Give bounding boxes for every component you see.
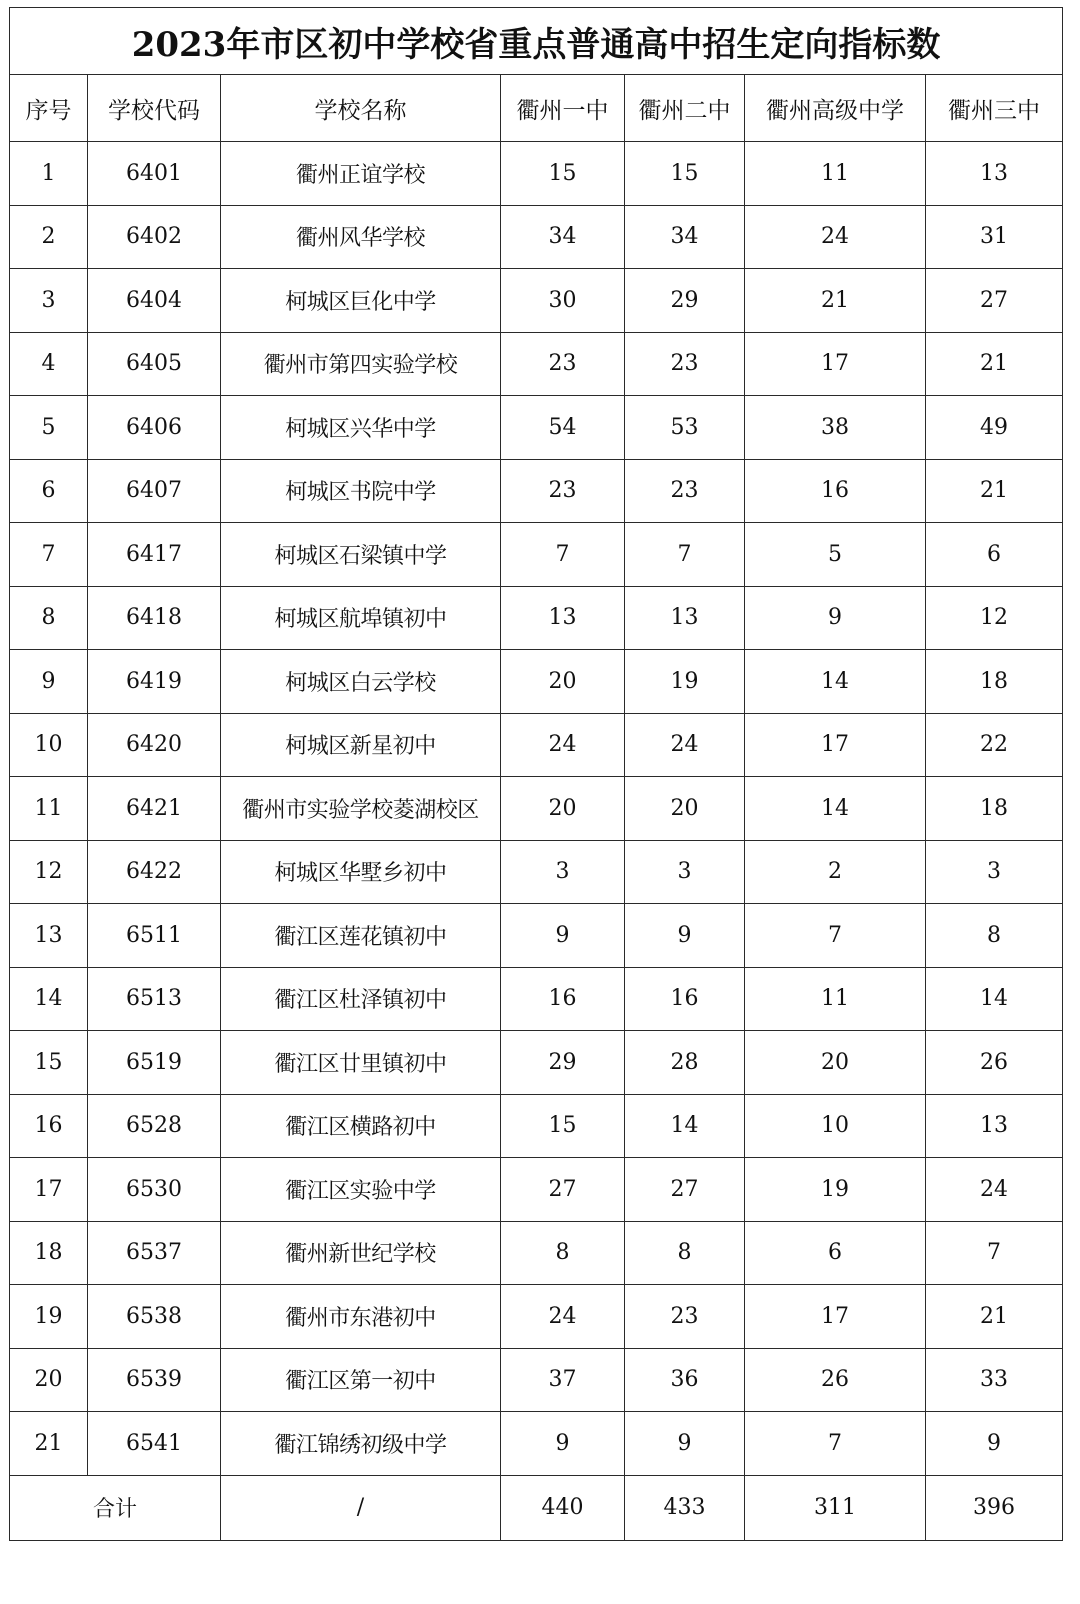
cell-seq: 6 bbox=[10, 459, 88, 523]
cell-quzhou-no2: 15 bbox=[625, 142, 745, 206]
cell-quzhou-senior: 14 bbox=[745, 650, 926, 714]
table-title: 2023年市区初中学校省重点普通高中招生定向指标数 bbox=[10, 8, 1063, 75]
total-label: 合计 bbox=[10, 1475, 221, 1540]
cell-school-code: 6402 bbox=[88, 205, 221, 269]
cell-seq: 17 bbox=[10, 1158, 88, 1222]
header-row bbox=[10, 75, 1063, 142]
table-row bbox=[10, 586, 1063, 650]
cell-quzhou-no3: 13 bbox=[926, 1094, 1063, 1158]
cell-school-code: 6519 bbox=[88, 1031, 221, 1095]
cell-quzhou-no1: 9 bbox=[501, 1412, 625, 1476]
cell-quzhou-no2: 36 bbox=[625, 1348, 745, 1412]
cell-school-code: 6513 bbox=[88, 967, 221, 1031]
cell-seq: 1 bbox=[10, 142, 88, 206]
cell-seq: 19 bbox=[10, 1285, 88, 1349]
cell-quzhou-no1: 29 bbox=[501, 1031, 625, 1095]
header-quzhou-no2: 衢州二中 bbox=[625, 75, 745, 142]
cell-quzhou-no3: 21 bbox=[926, 1285, 1063, 1349]
cell-seq: 7 bbox=[10, 523, 88, 587]
cell-seq: 13 bbox=[10, 904, 88, 968]
cell-quzhou-senior: 17 bbox=[745, 713, 926, 777]
cell-quzhou-senior: 16 bbox=[745, 459, 926, 523]
cell-school-code: 6537 bbox=[88, 1221, 221, 1285]
cell-school-name: 衢江区莲花镇初中 bbox=[221, 904, 501, 968]
header-school-name: 学校名称 bbox=[221, 75, 501, 142]
cell-seq: 14 bbox=[10, 967, 88, 1031]
cell-quzhou-no1: 20 bbox=[501, 777, 625, 841]
cell-quzhou-no2: 9 bbox=[625, 1412, 745, 1476]
total-quzhou-no1: 440 bbox=[501, 1475, 625, 1540]
cell-quzhou-senior: 7 bbox=[745, 904, 926, 968]
total-quzhou-senior: 311 bbox=[745, 1475, 926, 1540]
cell-school-code: 6417 bbox=[88, 523, 221, 587]
cell-seq: 15 bbox=[10, 1031, 88, 1095]
cell-school-name: 柯城区书院中学 bbox=[221, 459, 501, 523]
cell-school-name: 衢州市东港初中 bbox=[221, 1285, 501, 1349]
cell-quzhou-senior: 14 bbox=[745, 777, 926, 841]
cell-quzhou-no1: 16 bbox=[501, 967, 625, 1031]
cell-quzhou-no1: 23 bbox=[501, 459, 625, 523]
cell-school-code: 6541 bbox=[88, 1412, 221, 1476]
cell-seq: 12 bbox=[10, 840, 88, 904]
cell-school-code: 6401 bbox=[88, 142, 221, 206]
cell-school-name: 柯城区白云学校 bbox=[221, 650, 501, 714]
cell-school-code: 6511 bbox=[88, 904, 221, 968]
cell-quzhou-no2: 23 bbox=[625, 332, 745, 396]
cell-quzhou-no3: 26 bbox=[926, 1031, 1063, 1095]
cell-school-code: 6538 bbox=[88, 1285, 221, 1349]
cell-quzhou-no2: 16 bbox=[625, 967, 745, 1031]
table-row bbox=[10, 1412, 1063, 1476]
cell-school-name: 柯城区新星初中 bbox=[221, 713, 501, 777]
cell-seq: 11 bbox=[10, 777, 88, 841]
header-quzhou-no1: 衢州一中 bbox=[501, 75, 625, 142]
cell-school-name: 衢州新世纪学校 bbox=[221, 1221, 501, 1285]
cell-quzhou-no3: 33 bbox=[926, 1348, 1063, 1412]
table-row bbox=[10, 1158, 1063, 1222]
cell-school-code: 6422 bbox=[88, 840, 221, 904]
total-quzhou-no3: 396 bbox=[926, 1475, 1063, 1540]
cell-quzhou-no1: 34 bbox=[501, 205, 625, 269]
cell-school-code: 6530 bbox=[88, 1158, 221, 1222]
table-row bbox=[10, 523, 1063, 587]
header-quzhou-senior: 衢州高级中学 bbox=[745, 75, 926, 142]
cell-school-code: 6406 bbox=[88, 396, 221, 460]
cell-quzhou-no2: 20 bbox=[625, 777, 745, 841]
cell-school-name: 衢江区横路初中 bbox=[221, 1094, 501, 1158]
cell-quzhou-senior: 26 bbox=[745, 1348, 926, 1412]
cell-school-code: 6528 bbox=[88, 1094, 221, 1158]
cell-quzhou-no2: 28 bbox=[625, 1031, 745, 1095]
cell-school-name: 衢江区杜泽镇初中 bbox=[221, 967, 501, 1031]
cell-quzhou-no1: 37 bbox=[501, 1348, 625, 1412]
cell-quzhou-no2: 9 bbox=[625, 904, 745, 968]
cell-quzhou-no2: 23 bbox=[625, 1285, 745, 1349]
cell-school-name: 柯城区航埠镇初中 bbox=[221, 586, 501, 650]
table-row bbox=[10, 967, 1063, 1031]
cell-quzhou-no2: 34 bbox=[625, 205, 745, 269]
cell-quzhou-no3: 18 bbox=[926, 777, 1063, 841]
cell-quzhou-senior: 21 bbox=[745, 269, 926, 333]
cell-quzhou-no1: 3 bbox=[501, 840, 625, 904]
cell-quzhou-no2: 8 bbox=[625, 1221, 745, 1285]
cell-school-code: 6420 bbox=[88, 713, 221, 777]
cell-school-name: 衢州正谊学校 bbox=[221, 142, 501, 206]
total-row bbox=[10, 1475, 1063, 1540]
table-row bbox=[10, 332, 1063, 396]
cell-quzhou-senior: 17 bbox=[745, 1285, 926, 1349]
cell-school-name: 衢江区实验中学 bbox=[221, 1158, 501, 1222]
cell-quzhou-senior: 19 bbox=[745, 1158, 926, 1222]
cell-quzhou-no1: 24 bbox=[501, 1285, 625, 1349]
cell-seq: 4 bbox=[10, 332, 88, 396]
cell-quzhou-senior: 17 bbox=[745, 332, 926, 396]
table-row bbox=[10, 1031, 1063, 1095]
cell-quzhou-senior: 10 bbox=[745, 1094, 926, 1158]
cell-quzhou-no3: 22 bbox=[926, 713, 1063, 777]
table-row bbox=[10, 1348, 1063, 1412]
cell-school-name: 衢江锦绣初级中学 bbox=[221, 1412, 501, 1476]
cell-seq: 16 bbox=[10, 1094, 88, 1158]
cell-school-name: 衢江区第一初中 bbox=[221, 1348, 501, 1412]
cell-quzhou-no1: 54 bbox=[501, 396, 625, 460]
cell-quzhou-no3: 21 bbox=[926, 459, 1063, 523]
cell-quzhou-no2: 24 bbox=[625, 713, 745, 777]
table-row bbox=[10, 1094, 1063, 1158]
header-seq: 序号 bbox=[10, 75, 88, 142]
cell-quzhou-senior: 11 bbox=[745, 142, 926, 206]
cell-quzhou-no2: 13 bbox=[625, 586, 745, 650]
cell-quzhou-senior: 20 bbox=[745, 1031, 926, 1095]
total-quzhou-no2: 433 bbox=[625, 1475, 745, 1540]
cell-quzhou-no2: 14 bbox=[625, 1094, 745, 1158]
table-row bbox=[10, 713, 1063, 777]
cell-quzhou-senior: 6 bbox=[745, 1221, 926, 1285]
cell-school-name: 衢江区廿里镇初中 bbox=[221, 1031, 501, 1095]
cell-seq: 3 bbox=[10, 269, 88, 333]
table-row bbox=[10, 205, 1063, 269]
cell-school-code: 6407 bbox=[88, 459, 221, 523]
cell-school-code: 6419 bbox=[88, 650, 221, 714]
cell-quzhou-no1: 13 bbox=[501, 586, 625, 650]
cell-quzhou-no1: 7 bbox=[501, 523, 625, 587]
cell-quzhou-no3: 7 bbox=[926, 1221, 1063, 1285]
cell-school-name: 衢州风华学校 bbox=[221, 205, 501, 269]
cell-quzhou-no3: 9 bbox=[926, 1412, 1063, 1476]
cell-quzhou-no1: 27 bbox=[501, 1158, 625, 1222]
cell-quzhou-no1: 23 bbox=[501, 332, 625, 396]
cell-quzhou-no3: 21 bbox=[926, 332, 1063, 396]
quota-table bbox=[9, 7, 1063, 1541]
cell-quzhou-senior: 5 bbox=[745, 523, 926, 587]
cell-quzhou-no2: 3 bbox=[625, 840, 745, 904]
cell-quzhou-no2: 29 bbox=[625, 269, 745, 333]
cell-quzhou-no3: 6 bbox=[926, 523, 1063, 587]
cell-seq: 2 bbox=[10, 205, 88, 269]
cell-school-code: 6404 bbox=[88, 269, 221, 333]
cell-quzhou-no3: 49 bbox=[926, 396, 1063, 460]
cell-quzhou-senior: 7 bbox=[745, 1412, 926, 1476]
cell-quzhou-no3: 31 bbox=[926, 205, 1063, 269]
cell-quzhou-no3: 8 bbox=[926, 904, 1063, 968]
cell-school-name: 柯城区石梁镇中学 bbox=[221, 523, 501, 587]
table-row bbox=[10, 650, 1063, 714]
table-row bbox=[10, 142, 1063, 206]
cell-quzhou-senior: 38 bbox=[745, 396, 926, 460]
cell-quzhou-senior: 11 bbox=[745, 967, 926, 1031]
cell-quzhou-no2: 7 bbox=[625, 523, 745, 587]
cell-school-name: 柯城区巨化中学 bbox=[221, 269, 501, 333]
table-row bbox=[10, 269, 1063, 333]
cell-quzhou-no3: 12 bbox=[926, 586, 1063, 650]
header-school-code: 学校代码 bbox=[88, 75, 221, 142]
cell-school-code: 6405 bbox=[88, 332, 221, 396]
cell-school-name: 衢州市第四实验学校 bbox=[221, 332, 501, 396]
cell-quzhou-no3: 24 bbox=[926, 1158, 1063, 1222]
cell-school-code: 6539 bbox=[88, 1348, 221, 1412]
table-row bbox=[10, 459, 1063, 523]
cell-quzhou-no3: 13 bbox=[926, 142, 1063, 206]
cell-school-code: 6418 bbox=[88, 586, 221, 650]
cell-school-name: 柯城区兴华中学 bbox=[221, 396, 501, 460]
cell-quzhou-no3: 14 bbox=[926, 967, 1063, 1031]
cell-quzhou-no1: 9 bbox=[501, 904, 625, 968]
table-row bbox=[10, 904, 1063, 968]
total-school-name: / bbox=[221, 1475, 501, 1540]
table-body bbox=[10, 142, 1063, 1476]
cell-school-code: 6421 bbox=[88, 777, 221, 841]
cell-quzhou-no2: 19 bbox=[625, 650, 745, 714]
cell-quzhou-senior: 24 bbox=[745, 205, 926, 269]
cell-seq: 9 bbox=[10, 650, 88, 714]
table-row bbox=[10, 777, 1063, 841]
cell-quzhou-no1: 15 bbox=[501, 142, 625, 206]
cell-quzhou-senior: 2 bbox=[745, 840, 926, 904]
cell-quzhou-no3: 27 bbox=[926, 269, 1063, 333]
cell-quzhou-no1: 24 bbox=[501, 713, 625, 777]
cell-seq: 20 bbox=[10, 1348, 88, 1412]
cell-quzhou-no1: 20 bbox=[501, 650, 625, 714]
cell-school-name: 柯城区华墅乡初中 bbox=[221, 840, 501, 904]
table-row bbox=[10, 1285, 1063, 1349]
cell-seq: 10 bbox=[10, 713, 88, 777]
table-row bbox=[10, 840, 1063, 904]
cell-quzhou-no3: 3 bbox=[926, 840, 1063, 904]
cell-quzhou-no3: 18 bbox=[926, 650, 1063, 714]
cell-school-name: 衢州市实验学校菱湖校区 bbox=[221, 777, 501, 841]
table-row bbox=[10, 1221, 1063, 1285]
cell-quzhou-no2: 27 bbox=[625, 1158, 745, 1222]
cell-quzhou-no2: 23 bbox=[625, 459, 745, 523]
cell-quzhou-no2: 53 bbox=[625, 396, 745, 460]
cell-quzhou-senior: 9 bbox=[745, 586, 926, 650]
cell-seq: 8 bbox=[10, 586, 88, 650]
cell-quzhou-no1: 15 bbox=[501, 1094, 625, 1158]
cell-quzhou-no1: 8 bbox=[501, 1221, 625, 1285]
cell-seq: 21 bbox=[10, 1412, 88, 1476]
cell-quzhou-no1: 30 bbox=[501, 269, 625, 333]
cell-seq: 18 bbox=[10, 1221, 88, 1285]
cell-seq: 5 bbox=[10, 396, 88, 460]
header-quzhou-no3: 衢州三中 bbox=[926, 75, 1063, 142]
table-row bbox=[10, 396, 1063, 460]
quota-sheet bbox=[9, 7, 1062, 1597]
